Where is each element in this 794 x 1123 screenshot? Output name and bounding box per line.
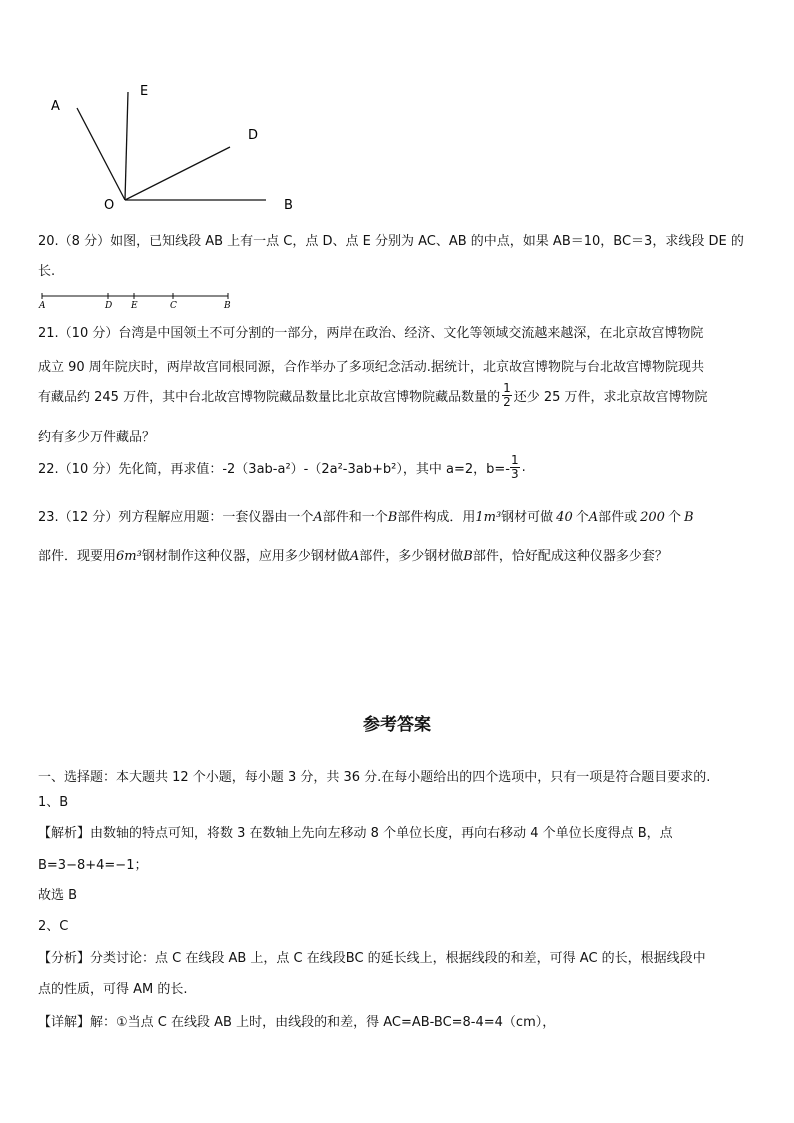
answer-1-analysis-line1: 【解析】由数轴的特点可知，将数 3 在数轴上先向左移动 8 个单位长度，再向右移动 4 个单位长度得点 B，点	[38, 826, 673, 841]
ray-OD	[125, 147, 230, 200]
frac-numerator: 1	[503, 381, 511, 395]
q22-end: .	[521, 460, 526, 475]
var-A: A	[313, 510, 323, 525]
segment-figure	[36, 288, 236, 310]
num-200: 200	[640, 510, 665, 525]
q23-text: 部件构成．用	[397, 510, 476, 525]
q21-line1: 21.（10 分）台湾是中国领土不可分割的一部分，两岸在政治、经济、文化等领域交流越来越深，在北京故宫博物院	[38, 326, 704, 341]
var-B: B	[463, 549, 473, 564]
label-B: B	[284, 198, 293, 213]
q20-line1: 20.（8 分）如图，已知线段 AB 上有一点 C，点 D、点 E 分别为 AC、AB 的中点，如果 AB＝10，BC＝3，求线段 DE 的	[38, 234, 744, 249]
seg-label-E: E	[131, 301, 138, 310]
seg-label-B: B	[224, 301, 231, 310]
seg-label-C: C	[170, 301, 177, 310]
var-A: A	[349, 549, 360, 564]
frac-denominator: 2	[503, 395, 511, 409]
fraction-one-half	[502, 382, 512, 409]
seg-label-A: A	[39, 301, 46, 310]
q21-line3-part2: 还少 25 万件，求北京故宫博物院	[513, 390, 708, 405]
q22-line	[38, 454, 526, 481]
ray-OA	[77, 108, 125, 200]
answer-2-analysis-line2: 点的性质，可得 AM 的长.	[38, 982, 188, 997]
volume-6m3: 6m³	[116, 549, 142, 564]
q23-text: 部件或	[598, 510, 638, 525]
q23-text: 个	[575, 510, 589, 525]
answer-2: 2、C	[38, 919, 69, 934]
answer-1: 1、B	[38, 795, 69, 810]
frac-denominator: 3	[510, 467, 519, 481]
answer-2-analysis-line1: 【分析】分类讨论：点 C 在线段 AB 上，点 C 在线段BC 的延长线上，根据线段的和差，可得 AC 的长，根据线段中	[38, 951, 706, 966]
q23-text: 个	[667, 510, 681, 525]
var-B: B	[683, 510, 694, 525]
q23-line1	[38, 506, 694, 525]
answers-title: 参考答案	[363, 715, 431, 735]
q21-line4: 约有多少万件藏品？	[38, 430, 156, 445]
q21-line3	[38, 382, 708, 409]
q20-line2: 长.	[38, 264, 56, 279]
label-O: O	[104, 198, 115, 213]
q23-text: 钢材可做	[501, 510, 554, 525]
volume-1m3: 1m³	[475, 510, 502, 525]
fraction-one-third	[510, 454, 520, 481]
q21-line3-part1: 有藏品约 245 万件，其中台北故宫博物院藏品数量比北京故宫博物院藏品数量的	[38, 390, 501, 405]
q23-text: 23.（12 分）列方程解应用题：一套仪器由一个	[38, 510, 314, 525]
frac-numerator: 1	[510, 453, 519, 467]
q23-text: 部件和一个	[322, 510, 388, 525]
angle-figure	[40, 80, 320, 220]
answer-2-detail: 【详解】解：①当点 C 在线段 AB 上时，由线段的和差，得 AC=AB-BC=8-4=4（cm），	[38, 1015, 556, 1030]
q22-text: 22.（10 分）先化简，再求值：-2（3ab-a²）-（2a²-3ab+b²），其中 a=2，b=-	[38, 462, 510, 477]
q23-line2	[38, 545, 668, 564]
answer-1-analysis-line2: B=3−8+4=−1；	[38, 858, 148, 873]
q23-text: 钢材制作这种仪器，应用多少钢材做	[141, 549, 350, 564]
label-A: A	[51, 99, 60, 114]
answer-1-conclusion: 故选 B	[38, 888, 78, 903]
q23-text: 部件，恰好配成这种仪器多少套？	[472, 549, 668, 564]
var-A: A	[588, 510, 599, 525]
label-D: D	[248, 128, 259, 143]
label-E: E	[140, 84, 149, 99]
q23-text: 部件．现要用	[38, 549, 117, 564]
seg-label-D: D	[105, 301, 113, 310]
ray-OE	[125, 92, 128, 200]
var-B: B	[387, 510, 398, 525]
num-40: 40	[556, 510, 573, 525]
answers-intro: 一、选择题：本大题共 12 个小题，每小题 3 分，共 36 分.在每小题给出的四个选项中，只有一项是符合题目要求的.	[38, 770, 711, 785]
q23-text: 部件，多少钢材做	[359, 549, 464, 564]
q21-line2: 成立 90 周年院庆时，两岸故宫同根同源，合作举办了多项纪念活动.据统计，北京故宫博物院与台北故宫博物院现共	[38, 360, 704, 375]
